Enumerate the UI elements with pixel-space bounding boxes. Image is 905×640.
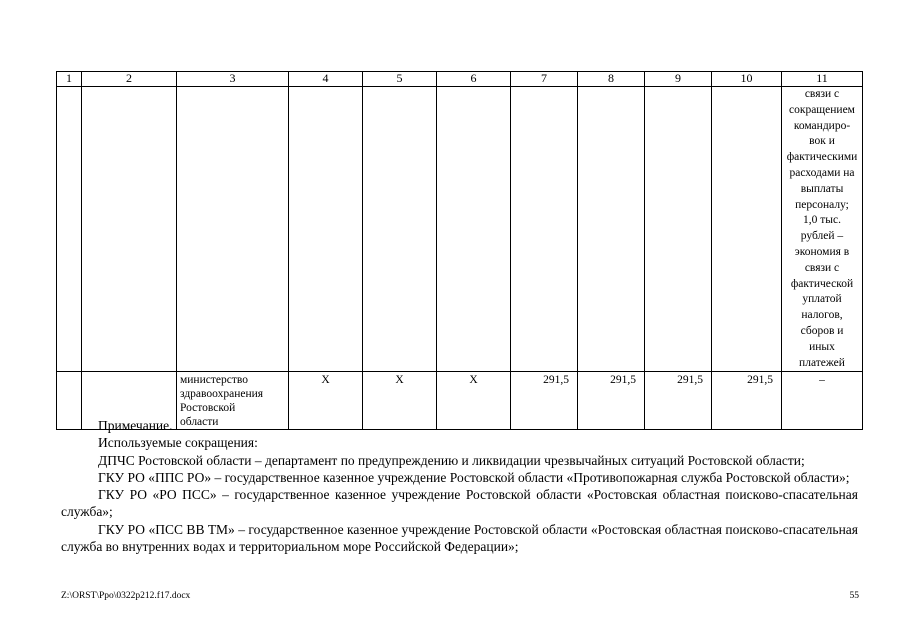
table-row [57,87,863,372]
column-number: 2 [82,72,177,87]
notes-section [61,417,858,555]
abbreviation-item: ДПЧС Ростовской области – департамент по предупреждению и ликвидации чрезвычайных ситуаций Ростовской области; [98,452,805,468]
column-number: 1 [57,72,82,87]
abbreviation-item: ГКУ РО «ПСС ВВ ТМ» – государственное казенное учреждение Ростовской области «Ростовская областная поисково-спасательная служба во внутренних водах и территориальном море Российской Федерации»; [61,521,858,555]
value-cell: Х [289,372,363,430]
column-number: 10 [712,72,782,87]
value-cell: 291,5 [511,372,578,430]
abbreviation-item: ГКУ РО «ППС РО» – государственное казенное учреждение Ростовской области «Противопожарная служба Ростовской области»; [98,469,850,485]
value-cell: 291,5 [578,372,645,430]
value-cell: – [782,372,863,430]
column-number: 7 [511,72,578,87]
budget-table [56,71,863,430]
file-path: Z:\ORST\Ppo\0322p212.f17.docx [61,591,191,601]
column-number: 9 [645,72,712,87]
column-number: 6 [437,72,511,87]
value-cell: Х [437,372,511,430]
page-number: 55 [849,591,859,601]
organization-cell: министерство здравоохранения Ростовской области [177,372,289,430]
notes-heading: Примечание. [98,418,173,433]
column-number: 11 [782,72,863,87]
value-cell: 291,5 [712,372,782,430]
column-number: 4 [289,72,363,87]
table-header-row [57,72,863,87]
column-number: 8 [578,72,645,87]
column-number: 3 [177,72,289,87]
abbreviation-item: ГКУ РО «РО ПСС» – государственное казенное учреждение Ростовской области «Ростовская областная поисково-спасательная служба»; [61,487,858,520]
note-cell: связи с сокращением командиро- вок и фактическими расходами на выплаты персоналу; 1,0 тыс. рублей – экономия в связи с фактической уплатой налогов, сборов и иных платежей [782,87,863,372]
abbreviations-heading: Используемые сокращения: [98,435,258,451]
value-cell: Х [363,372,437,430]
column-number: 5 [363,72,437,87]
value-cell: 291,5 [645,372,712,430]
